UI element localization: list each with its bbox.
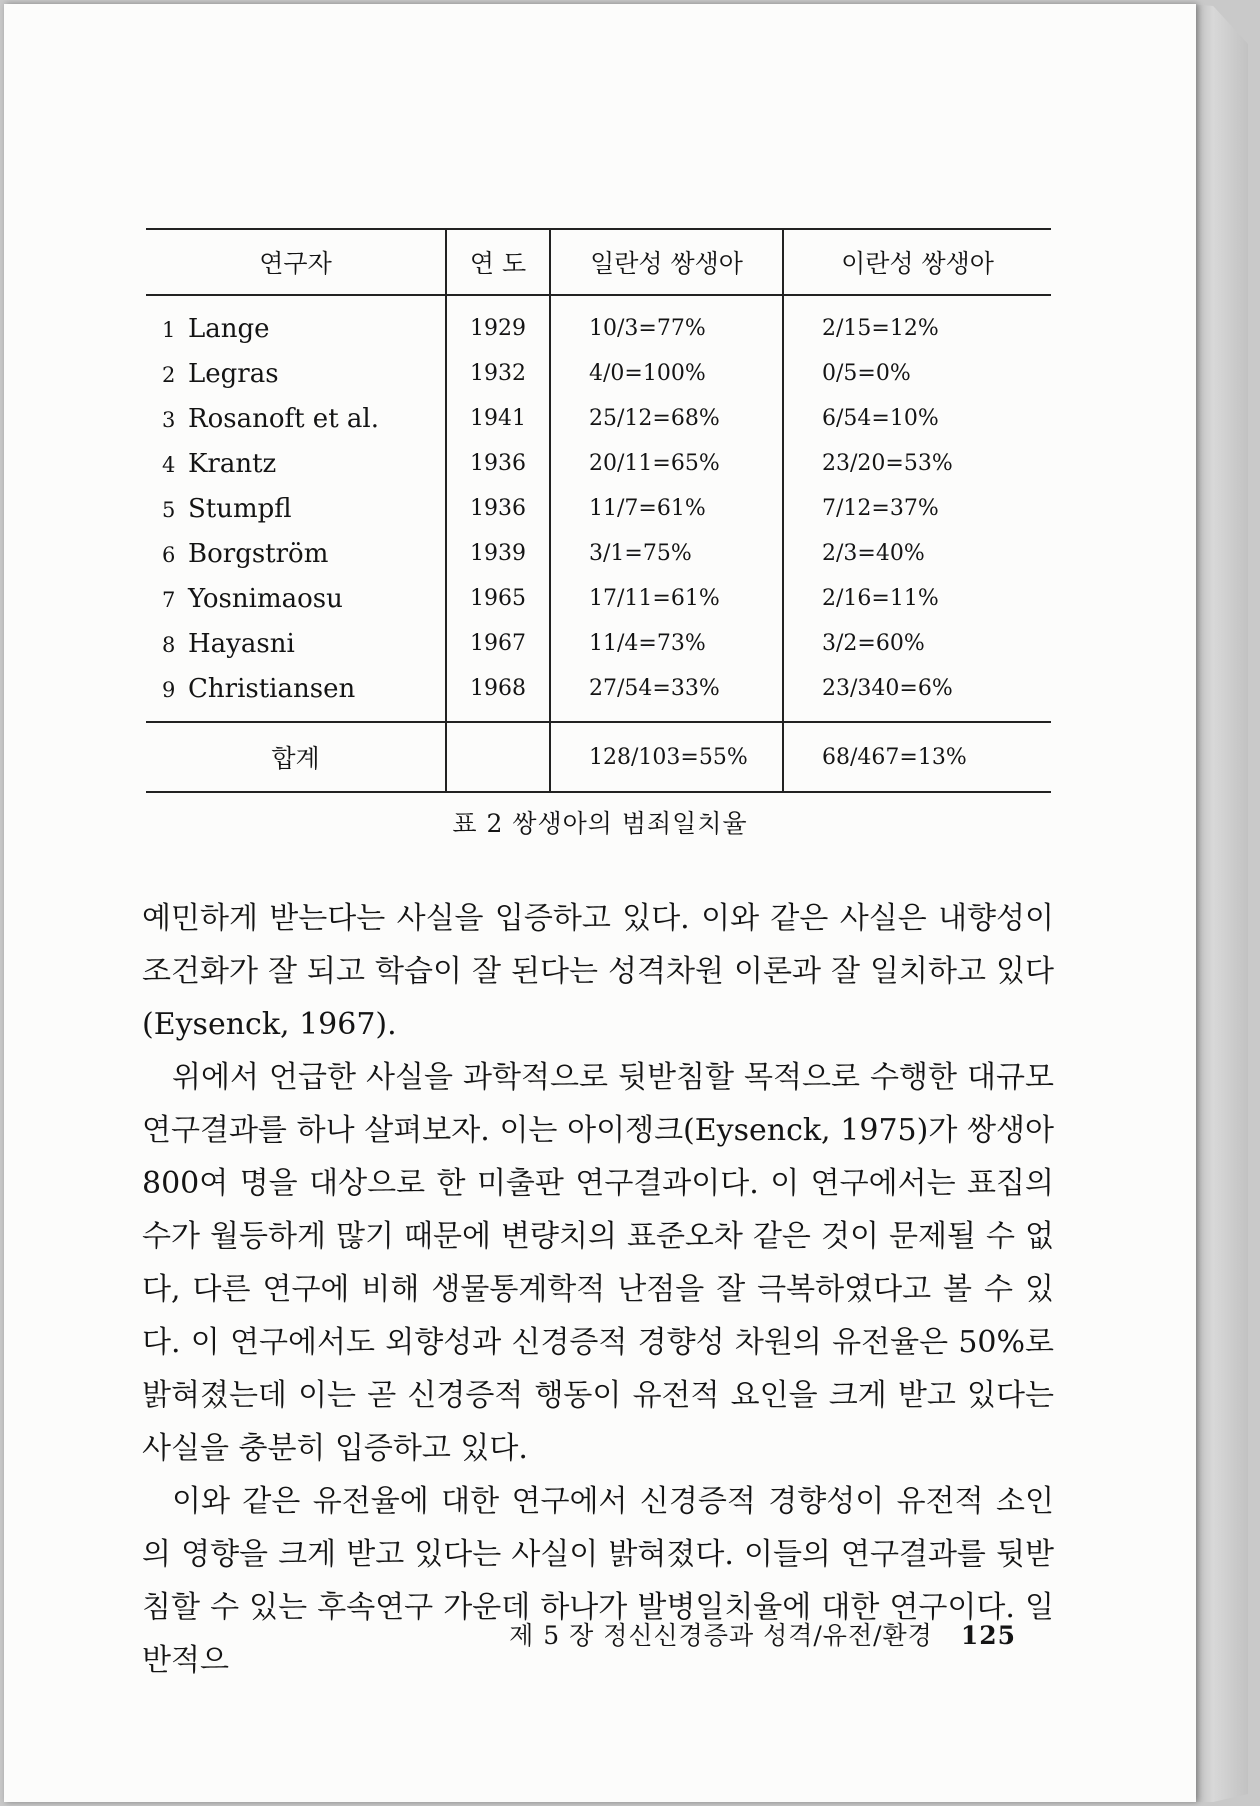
cell-identical: 27/54=33% <box>550 666 783 722</box>
cell-researcher <box>146 486 446 531</box>
cell-year: 1929 <box>446 295 550 351</box>
table-row <box>146 666 1051 722</box>
table-total-row <box>146 722 1051 792</box>
cell-identical: 10/3=77% <box>550 295 783 351</box>
row-number: 4 <box>162 452 176 477</box>
cell-researcher <box>146 531 446 576</box>
chapter-title: 제 5 장 정신신경증과 성격/유전/환경 <box>509 1621 933 1650</box>
researcher-name: Rosanoft et al. <box>188 403 379 434</box>
cell-researcher <box>146 441 446 486</box>
row-number: 7 <box>162 587 176 612</box>
researcher-name: Yosnimaosu <box>188 583 343 614</box>
row-number: 5 <box>162 497 176 522</box>
cell-identical: 11/7=61% <box>550 486 783 531</box>
cell-fraternal: 6/54=10% <box>783 396 1051 441</box>
total-fraternal: 68/467=13% <box>783 722 1051 792</box>
cell-identical: 20/11=65% <box>550 441 783 486</box>
cell-year: 1965 <box>446 576 550 621</box>
researcher-name: Krantz <box>188 448 277 479</box>
cell-year: 1968 <box>446 666 550 722</box>
cell-year: 1936 <box>446 486 550 531</box>
cell-year: 1939 <box>446 531 550 576</box>
paragraph: 예민하게 받는다는 사실을 입증하고 있다. 이와 같은 사실은 내향성이 조건화가 잘 되고 학습이 잘 된다는 성격차원 이론과 잘 일치하고 있다 (Eysenck, 1967). <box>142 901 1054 1042</box>
header-identical-twins: 일란성 쌍생아 <box>550 229 783 295</box>
cell-identical: 17/11=61% <box>550 576 783 621</box>
cell-researcher <box>146 396 446 441</box>
table-row <box>146 441 1051 486</box>
table-body <box>146 295 1051 722</box>
table-row <box>146 351 1051 396</box>
researcher-name: Lange <box>188 313 270 344</box>
row-number: 1 <box>162 317 176 342</box>
table-row <box>146 531 1051 576</box>
cell-identical: 25/12=68% <box>550 396 783 441</box>
cell-fraternal: 23/340=6% <box>783 666 1051 722</box>
body-text <box>142 892 1054 1687</box>
header-fraternal-twins: 이란성 쌍생아 <box>783 229 1051 295</box>
cell-year: 1967 <box>446 621 550 666</box>
row-number: 3 <box>162 407 176 432</box>
total-label: 합계 <box>146 722 446 792</box>
table-row <box>146 295 1051 351</box>
cell-researcher <box>146 666 446 722</box>
table-row <box>146 621 1051 666</box>
row-number: 2 <box>162 362 176 387</box>
cell-fraternal: 3/2=60% <box>783 621 1051 666</box>
cell-fraternal: 23/20=53% <box>783 441 1051 486</box>
researcher-name: Stumpfl <box>188 493 292 524</box>
paragraph: 이와 같은 유전율에 대한 연구에서 신경증적 경향성이 유전적 소인의 영향을 크게 받고 있다는 사실이 밝혀졌다. 이들의 연구결과를 뒷받침할 수 있는 후속연구 가운데 하나가 발병일치율에 대한 연구이다. 일반적으 <box>142 1484 1054 1678</box>
row-number: 9 <box>162 677 176 702</box>
table-row <box>146 576 1051 621</box>
cell-researcher <box>146 295 446 351</box>
cell-fraternal: 2/3=40% <box>783 531 1051 576</box>
header-year: 연 도 <box>446 229 550 295</box>
paragraph: 위에서 언급한 사실을 과학적으로 뒷받침할 목적으로 수행한 대규모 연구결과를 하나 살펴보자. 이는 아이젱크(Eysenck, 1975)가 쌍생아 800여 명을 대상으로 한 미출판 연구결과이다. 이 연구에서는 표집의 수가 월등하게 많기 때문에 변량치의 표준오차 같은 것이 문제될 수 없다, 다른 연구에 비해 생물통계학적 난점을 잘 극복하였다고 볼 수 있다. 이 연구에서도 외향성과 신경증적 경향성 차원의 유전율은 50%로 밝혀졌는데 이는 곧 신경증적 행동이 유전적 요인을 크게 받고 있다는 사실을 충분히 입증하고 있다. <box>142 1060 1054 1466</box>
cell-fraternal: 2/16=11% <box>783 576 1051 621</box>
cell-identical: 4/0=100% <box>550 351 783 396</box>
researcher-name: Christiansen <box>188 673 356 704</box>
page-footer <box>509 1616 1016 1652</box>
header-researcher: 연구자 <box>146 229 446 295</box>
cell-researcher <box>146 351 446 396</box>
cell-fraternal: 2/15=12% <box>783 295 1051 351</box>
book-page <box>4 4 1196 1802</box>
researcher-name: Legras <box>188 358 279 389</box>
cell-fraternal: 7/12=37% <box>783 486 1051 531</box>
row-number: 6 <box>162 542 176 567</box>
cell-identical: 3/1=75% <box>550 531 783 576</box>
cell-fraternal: 0/5=0% <box>783 351 1051 396</box>
total-year <box>446 722 550 792</box>
table-row <box>146 396 1051 441</box>
table-caption: 표 2 쌍생아의 범죄일치율 <box>452 809 748 838</box>
table-row <box>146 486 1051 531</box>
cell-year: 1941 <box>446 396 550 441</box>
total-identical: 128/103=55% <box>550 722 783 792</box>
researcher-name: Hayasni <box>188 628 295 659</box>
twin-concordance-table <box>146 228 1051 793</box>
cell-year: 1936 <box>446 441 550 486</box>
cell-researcher <box>146 576 446 621</box>
table-header-row <box>146 229 1051 295</box>
page-number: 125 <box>960 1621 1016 1650</box>
cell-year: 1932 <box>446 351 550 396</box>
cell-identical: 11/4=73% <box>550 621 783 666</box>
row-number: 8 <box>162 632 176 657</box>
researcher-name: Borgström <box>188 538 329 569</box>
book-page-edge <box>1190 4 1248 1802</box>
cell-researcher <box>146 621 446 666</box>
